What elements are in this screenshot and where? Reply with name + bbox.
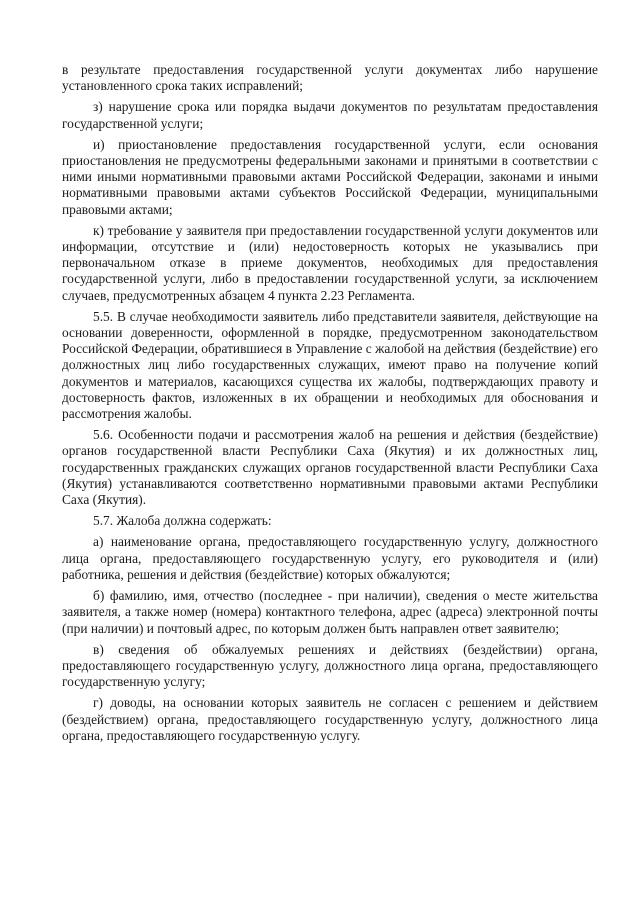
paragraph-5-7: 5.7. Жалоба должна содержать: <box>93 513 272 529</box>
paragraph-continuation: в результате предоставления государственной услуги документах либо нарушение установленного срока таких исправлений; <box>62 62 598 94</box>
paragraph-5-5: 5.5. В случае необходимости заявитель либо представители заявителя, действующие на основании доверенности, оформленной в порядке, предусмотренном законодательством Российской Федерации, обратившиеся в Управление с жалобой на действия (бездействие) его должностных лиц либо государственных служащих, имеют право на получение копий документов и материалов, касающихся существа их жалобы, подтверждающих правоту и достоверность фактов, изложенных в их обращении и необходимых для обоснования и рассмотрения жалобы. <box>62 308 598 422</box>
paragraph-item-k: к) требование у заявителя при предоставлении государственной услуги документов или информации, отсутствие и (или) недостоверность которых не указывались при первоначальном отказе в приеме документов, необходимых для предоставления государственной услуги, либо в предоставлении государственной услуги, за исключением случаев, предусмотренных абзацем 4 пункта 2.23 Регламента. <box>62 222 598 303</box>
paragraph-item-i: и) приостановление предоставления государственной услуги, если основания приостановления не предусмотрены федеральными законами и принятыми в соответствии с ними иными нормативными правовыми актами Российской Федерации, законами и иными нормативными правовыми актами субъектов Российской Федерации, муниципальными правовыми актами; <box>62 136 598 217</box>
paragraph-item-v: в) сведения об обжалуемых решениях и действиях (бездействии) органа, предоставляющего государственную услугу, должностного лица органа, предоставляющего государственную услугу; <box>62 641 598 690</box>
paragraph-item-a: а) наименование органа, предоставляющего государственную услугу, должностного лица органа, предоставляющего государственную услугу, его руководителя и (или) работника, решения и действия (бездействие) которых обжалуются; <box>62 534 598 582</box>
paragraph-item-g: г) доводы, на основании которых заявитель не согласен с решением и действием (бездействием) органа, предоставляющего государственную услугу, должностного лица органа, предоставляющего государственную услугу. <box>62 695 598 743</box>
document-page <box>62 62 598 749</box>
paragraph-5-6: 5.6. Особенности подачи и рассмотрения жалоб на решения и действия (бездействие) органов государственной власти Республики Саха (Якутия) и их должностных лиц, государственных гражданских служащих органов государственной власти Республики Саха (Якутия) устанавливаются соответственно нормативными правовыми актами Республики Саха (Якутия). <box>62 427 598 508</box>
paragraph-item-b: б) фамилию, имя, отчество (последнее - при наличии), сведения о месте жительства заявителя, а также номер (номера) контактного телефона, адрес (адреса) электронной почты (при наличии) и почтовый адрес, по которым должен быть направлен ответ заявителю; <box>62 588 598 636</box>
paragraph-item-z: з) нарушение срока или порядка выдачи документов по результатам предоставления государственной услуги; <box>62 99 598 131</box>
